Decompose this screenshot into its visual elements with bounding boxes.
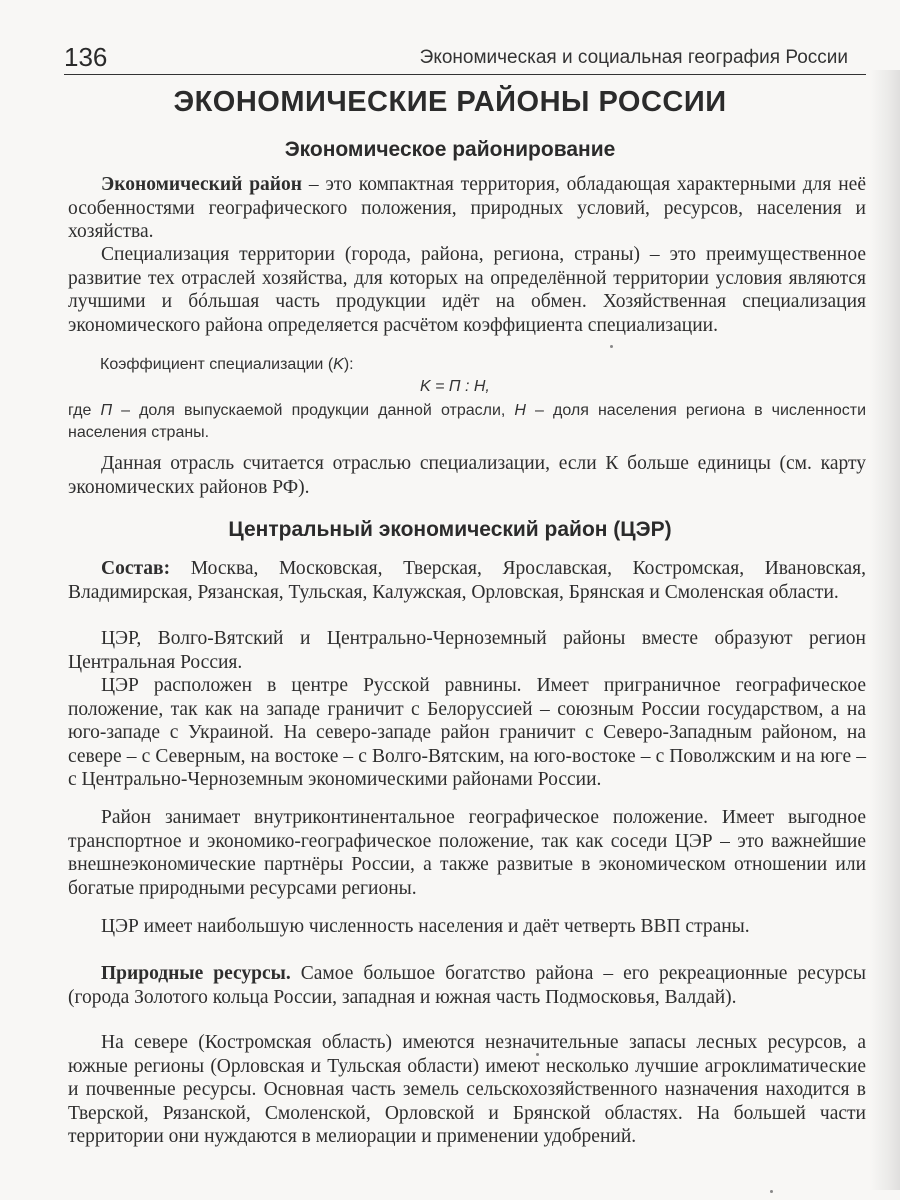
paragraph-land-resources: На севере (Костромская область) имеются незначительные запасы лесных ресурсов, а южные регионы (Орловская и Тульская области) имеют несколько лучшие агроклиматические и почвенные ресурсы. Основная часть земель сельскохозяйственного назначения находится в Тверской, Рязанской, Смоленской, Орловской и Брянской областях. На большей части территории они нуждаются в мелиорации и применении удобрений. (68, 1032, 866, 1148)
running-title: Экономическая и социальная география России (419, 47, 848, 68)
section-heading-economic-zoning: Экономическое районирование (284, 138, 616, 161)
chapter-title: ЭКОНОМИЧЕСКИЕ РАЙОНЫ РОССИИ (173, 86, 727, 118)
specialization-formula: K = П : Н, (420, 378, 490, 395)
paragraph-central-russia: ЦЭР, Волго-Вятский и Центрально-Черноземный районы вместе образуют регион Центральная Россия. (68, 628, 866, 673)
paragraph-specialization: Специализация территории (города, района, региона, страны) – это преимущественное развитие тех отраслей хозяйства, для которых на определённой территории условия являются лучшими и бóльшая часть продукции идёт на обмен. Хозяйственная специализация экономического района определяется расчётом коэффициента специализации. (68, 244, 866, 336)
paragraph-specialization-condition: Данная отрасль считается отраслью специализации, если К больше единицы (см. карту экономических районов РФ). (68, 453, 866, 498)
facing-page-bleed (870, 70, 900, 1190)
page-number: 136 (64, 42, 108, 72)
paragraph-location: ЦЭР расположен в центре Русской равнины. Имеет приграничное географическое положение, так как на западе граничит с Белоруссией – союзным России государством, а на юго-западе с Украиной. На северо-западе район граничит с Северо-Западным районом, на севере – с Северным, на востоке – с Волго-Вятским, на юго-востоке – с Поволжским и на юге – с Центрально-Черноземным экономическими районами России. (68, 675, 866, 791)
paragraph-position: Район занимает внутриконтинентальное географическое положение. Имеет выгодное транспортное и экономико-географическое положение, так как соседи ЦЭР – это важнейшие внешнеэкономические партнёры России, а также развитые в экономическом отношении или богатые природными ресурсами регионы. (68, 807, 866, 899)
definition-text: – это компактная территория, обладающая характерными для неё особенностями географического положения, природных условий, ресурсов, населения и хозяйства. (68, 174, 866, 243)
paragraph-economic-region-definition (68, 173, 866, 244)
term-natural-resources: Природные ресурсы. (101, 963, 291, 984)
scan-speck (770, 1190, 773, 1193)
term-composition: Состав: (101, 558, 171, 579)
coefficient-variable: K (333, 356, 344, 373)
variable-p: П (100, 402, 113, 419)
paragraph-natural-resources: Природные ресурсы. Самое большое богатство района – его рекреационные ресурсы (города Золотого кольца России, западная и южная часть Подмосковья, Валдай). (68, 963, 866, 1008)
section-heading-central-region: Центральный экономический район (ЦЭР) (228, 518, 672, 541)
term-economic-region: Экономический район (101, 174, 303, 195)
scan-speck (536, 1053, 539, 1056)
formula-explanation: где П – доля выпускаемой продукции данной отрасли, Н – доля населения региона в численности населения страны. (68, 402, 867, 441)
paragraph-composition (68, 557, 866, 604)
variable-h: Н (514, 402, 526, 419)
coefficient-label: Коэффициент специализации (K): (100, 356, 354, 373)
composition-list: Москва, Московская, Тверская, Ярославская, Костромская, Ивановская, Владимирская, Рязанская, Тульская, Калужская, Орловская, Брянская и Смоленская области. (68, 558, 866, 603)
running-header (64, 42, 866, 75)
scan-speck (610, 345, 613, 348)
paragraph-population: ЦЭР имеет наибольшую численность населения и даёт четверть ВВП страны. (101, 916, 750, 937)
